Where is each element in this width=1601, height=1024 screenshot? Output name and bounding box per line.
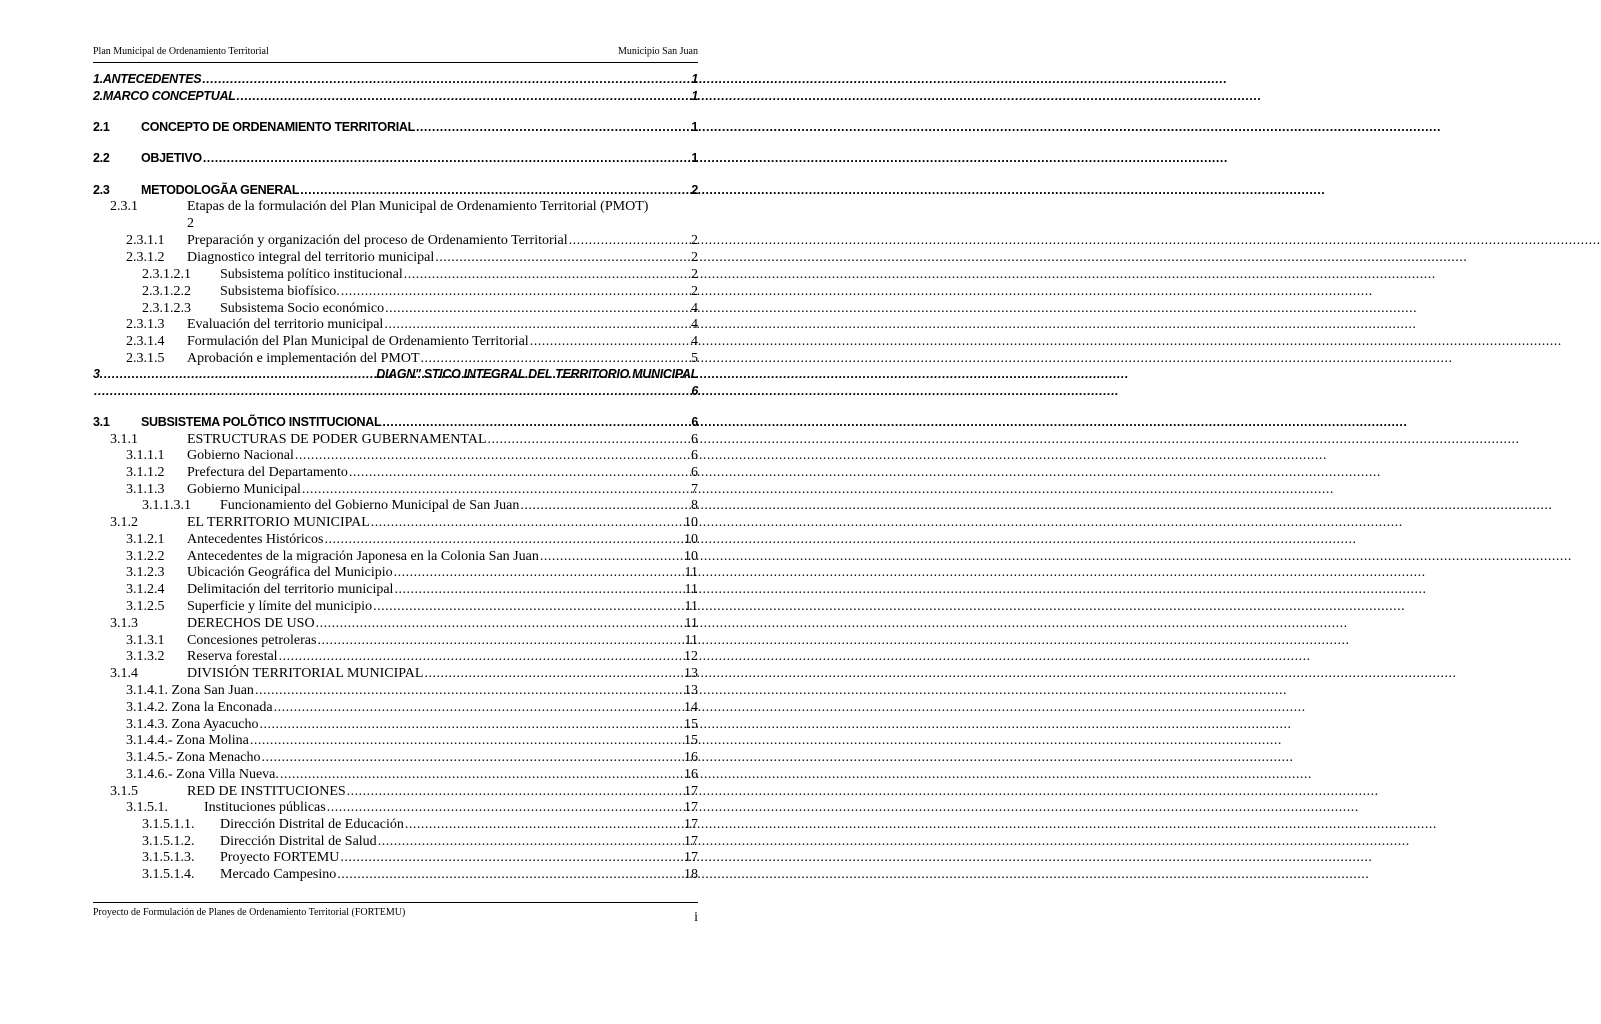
toc-entry-page: 16 (684, 750, 698, 765)
dot-leader (341, 283, 690, 300)
toc-entry-number: 3.1.5.1.2. (142, 834, 195, 849)
dot-leader (405, 816, 683, 833)
toc-entry-title: Evaluación del territorio municipal (187, 317, 384, 332)
footer-divider (93, 902, 698, 903)
toc-entry[interactable] (93, 581, 698, 598)
toc-entry-page: 2 (691, 250, 698, 265)
toc-entry[interactable] (93, 514, 698, 531)
dot-leader (569, 232, 690, 249)
dot-leader (94, 383, 690, 400)
document-page (0, 0, 768, 1024)
toc-entry-page: 2 (691, 284, 698, 299)
toc-entry-page: 10 (684, 515, 698, 530)
toc-entry-page: 7 (691, 482, 698, 497)
toc-entry-number: 3.1.3.1 (126, 633, 165, 648)
toc-entry-number: 3.1.5.1. (126, 800, 168, 815)
toc-entry-page: 11 (684, 582, 698, 597)
toc-entry-page: 17 (684, 817, 698, 832)
toc-entry[interactable] (93, 350, 698, 367)
toc-entry-page: 1 (691, 120, 698, 134)
toc-entry-title: Preparación y organización del proceso de Ordenamiento Territorial (187, 233, 568, 248)
toc-entry-title: Subsistema biofísico. (220, 284, 340, 299)
toc-entry-page: 8 (691, 498, 698, 513)
toc-entry-number: 3.1.3.2 (126, 649, 165, 664)
toc-entry-title: 3.1.4.5.- Zona Menacho (126, 750, 261, 765)
toc-entry-number: 2.3.1.2.1 (142, 267, 191, 282)
dot-leader (255, 682, 683, 699)
dot-leader (340, 849, 683, 866)
toc-entry[interactable] (93, 548, 698, 565)
toc-entry-number: 2.3.1.5 (126, 351, 165, 366)
toc-entry-page: 1 (691, 151, 698, 165)
dot-leader (488, 431, 690, 448)
toc-entry-page: 1 (691, 72, 698, 86)
dot-leader (327, 799, 683, 816)
toc-entry-number: 3.1.2 (110, 515, 138, 530)
toc-entry[interactable] (93, 716, 698, 733)
toc-entry-page: 17 (684, 834, 698, 849)
toc-entry-title: Subsistema político institucional (220, 267, 403, 282)
dot-leader (237, 88, 691, 105)
toc-entry[interactable] (93, 150, 698, 167)
toc-entry-number: 3.1.1.3 (126, 482, 165, 497)
dot-leader (347, 783, 683, 800)
toc-entry-page: 11 (684, 599, 698, 614)
toc-entry-number: 3.1.2.1 (126, 532, 165, 547)
toc-entry[interactable] (93, 232, 698, 249)
toc-entry-page: 5 (691, 351, 698, 366)
toc-entry-title: Delimitación del territorio municipal (187, 582, 394, 597)
toc-entry-page: 17 (684, 784, 698, 799)
toc-entry-page: 16 (684, 767, 698, 782)
toc-entry[interactable] (93, 799, 698, 816)
toc-entry[interactable] (93, 732, 698, 749)
toc-entry-title: Instituciones públicas (204, 800, 326, 815)
toc-entry-title: DIAGN" STICO INTEGRAL DEL TERRITORIO MUNICIPAL (376, 367, 698, 381)
toc-entry-number: 3.1.2.4 (126, 582, 165, 597)
dot-leader (394, 564, 684, 581)
toc-entry[interactable] (93, 531, 698, 548)
dot-leader (316, 615, 684, 632)
dot-leader (404, 266, 690, 283)
toc-entry[interactable] (93, 682, 698, 699)
toc-entry[interactable] (93, 366, 698, 383)
toc-entry[interactable] (93, 497, 698, 514)
toc-entry[interactable] (93, 564, 698, 581)
toc-entry-title: Antecedentes de la migración Japonesa en la Colonia San Juan (187, 549, 539, 564)
toc-entry-title: Superficie y límite del municipio (187, 599, 373, 614)
toc-entry-title: Aprobación e implementación del PMOT (187, 351, 420, 366)
toc-entry-title: 3.1.4.1. Zona San Juan (126, 683, 254, 698)
toc-entry-number: 3.1.5 (110, 784, 138, 799)
toc-entry[interactable] (93, 749, 698, 766)
toc-entry-number: 3.1.1.1 (126, 448, 165, 463)
footer-project: Proyecto de Formulación de Planes de Ordenamiento Territorial (FORTEMU) (93, 907, 406, 918)
toc-entry-number: 3.1.1 (110, 432, 138, 447)
toc-entry-page: 13 (684, 683, 698, 698)
toc-entry-number: 3.1.2.5 (126, 599, 165, 614)
toc-entry[interactable] (93, 447, 698, 464)
toc-entry-title: Diagnostico integral del territorio municipal (187, 250, 435, 265)
toc-entry-number: 2.3.1.4 (126, 334, 165, 349)
header-municipality: Municipio San Juan (618, 46, 698, 57)
toc-entry[interactable] (93, 414, 698, 431)
toc-entry-number: 2.3.1.2.2 (142, 284, 191, 299)
toc-entry-title: 3.1.4.4.- Zona Molina (126, 733, 249, 748)
toc-entry-title: DERECHOS DE USO (187, 616, 315, 631)
toc-entry-title: Ubicación Geográfica del Municipio (187, 565, 393, 580)
dot-leader (416, 119, 690, 136)
toc-entry-title: CONCEPTO DE ORDENAMIENTO TERRITORIAL (141, 120, 415, 134)
toc-entry[interactable] (93, 783, 698, 800)
dot-leader (250, 732, 683, 749)
toc-entry[interactable] (93, 833, 698, 850)
toc-entry-title: Etapas de la formulación del Plan Municipal de Ordenamiento Territorial (PMOT) (187, 199, 649, 214)
toc-entry[interactable] (93, 699, 698, 716)
dot-leader (540, 548, 683, 565)
toc-entry[interactable] (93, 849, 698, 866)
dot-leader (530, 333, 690, 350)
toc-entry[interactable] (93, 300, 698, 317)
toc-entry-number: 3.1.5.1.1. (142, 817, 195, 832)
toc-entry-number: 2.3.1.1 (126, 233, 165, 248)
dot-leader (300, 182, 690, 199)
toc-entry-title: EL TERRITORIO MUNICIPAL (187, 515, 370, 530)
toc-entry-title: 3.1.4.3. Zona Ayacucho (126, 717, 259, 732)
toc-entry-title: Reserva forestal (187, 649, 278, 664)
toc-entry-page: 11 (684, 616, 698, 631)
toc-entry[interactable] (93, 119, 698, 136)
toc-entry[interactable] (93, 766, 698, 783)
dot-leader (280, 766, 683, 783)
toc-entry-page: 4 (691, 301, 698, 316)
toc-entry-number: 2.1 (93, 120, 110, 134)
toc-entry-title: Mercado Campesino (220, 867, 337, 882)
dot-leader (378, 833, 683, 850)
dot-leader (421, 350, 691, 367)
toc-entry[interactable] (93, 464, 698, 481)
toc-entry-title: Gobierno Municipal (187, 482, 301, 497)
toc-entry-continuation (93, 215, 698, 232)
toc-entry-title: ESTRUCTURAS DE PODER GUBERNAMENTAL (187, 432, 487, 447)
toc-entry-page: 6 (691, 415, 698, 429)
dot-leader (202, 71, 690, 88)
toc-entry-page: 10 (684, 532, 698, 547)
toc-entry-title: Dirección Distrital de Educación (220, 817, 404, 832)
toc-entry-page: 6 (691, 432, 698, 447)
toc-entry[interactable] (93, 632, 698, 649)
toc-entry-title: Formulación del Plan Municipal de Ordenamiento Territorial (187, 334, 529, 349)
toc-entry-title: METODOLOGÃA GENERAL (141, 183, 300, 197)
toc-entry-number: 3.1.5.1.3. (142, 850, 195, 865)
toc-entry-number: 2.3.1.2.3 (142, 301, 191, 316)
dot-leader (262, 749, 683, 766)
page-number: i (694, 910, 698, 925)
toc-entry-title: SUBSISTEMA POLÕTICO INSTITUCIONAL (141, 415, 382, 429)
dot-leader (259, 716, 683, 733)
toc-entry-number: 3.1.2.2 (126, 549, 165, 564)
toc-entry[interactable] (93, 333, 698, 350)
toc-entry[interactable] (93, 481, 698, 498)
toc-entry-page: 4 (691, 317, 698, 332)
toc-entry-title: Dirección Distrital de Salud (220, 834, 377, 849)
dot-leader (317, 632, 683, 649)
dot-leader (203, 150, 691, 167)
toc-entry[interactable] (93, 866, 698, 883)
toc-entry-page: 2 (187, 216, 194, 231)
toc-entry-title: 3.1.4.2. Zona la Enconada (126, 700, 273, 715)
toc-entry-title: DIVISIÓN TERRITORIAL MUNICIPAL (187, 666, 424, 681)
toc-entry-title: Antecedentes Históricos (187, 532, 324, 547)
toc-entry[interactable] (93, 182, 698, 199)
toc-entry-number: 2.3.1 (110, 199, 138, 214)
toc-entry-title: 3.1.4.6.- Zona Villa Nueva. (126, 767, 279, 782)
toc-entry-number: 2.3 (93, 183, 110, 197)
dot-leader (302, 481, 690, 498)
toc-entry-page: 15 (684, 717, 698, 732)
toc-entry[interactable] (93, 283, 698, 300)
toc-entry-number: 3. (93, 367, 103, 381)
toc-entry[interactable] (93, 249, 698, 266)
toc-entry-title: RED DE INSTITUCIONES (187, 784, 346, 799)
dot-leader (295, 447, 690, 464)
toc-entry-page: 18 (684, 867, 698, 882)
toc-entry-page: 6 (691, 465, 698, 480)
toc-entry-title: Concesiones petroleras (187, 633, 317, 648)
toc-entry[interactable] (93, 316, 698, 333)
toc-entry[interactable] (93, 648, 698, 665)
toc-entry-page: 1 (691, 89, 698, 103)
toc-entry-title: Proyecto FORTEMU (220, 850, 340, 865)
header-title: Plan Municipal de Ordenamiento Territorial (93, 46, 269, 57)
dot-leader (394, 581, 683, 598)
toc-entry-number: 3.1.5.1.4. (142, 867, 195, 882)
dot-leader (424, 665, 683, 682)
toc-entry-title: Prefectura del Departamento (187, 465, 348, 480)
dot-leader (349, 464, 690, 481)
toc-entry-page: 2 (691, 183, 698, 197)
toc-entry-page: 4 (691, 334, 698, 349)
dot-leader (384, 316, 690, 333)
toc-entry-page: 13 (684, 666, 698, 681)
toc-entry-number: 2.3.1.3 (126, 317, 165, 332)
page-header (93, 46, 698, 57)
toc-entry[interactable] (93, 88, 698, 105)
dot-leader (520, 497, 690, 514)
dot-leader (371, 514, 683, 531)
toc-entry-page: 17 (684, 850, 698, 865)
toc-entry-page: 12 (684, 649, 698, 664)
page-footer (93, 907, 698, 926)
toc-entry-page: 2 (691, 267, 698, 282)
toc-entry-title: 2.MARCO CONCEPTUAL (93, 89, 236, 103)
toc-entry-title: Gobierno Nacional (187, 448, 294, 463)
toc-entry-number: 3.1.2.3 (126, 565, 165, 580)
toc-entry-page: 2 (691, 233, 698, 248)
toc-entry-number: 3.1 (93, 415, 110, 429)
dot-leader (373, 598, 683, 615)
toc-entry-number: 3.1.3 (110, 616, 138, 631)
dot-leader (435, 249, 690, 266)
toc-entry-number: 2.3.1.2 (126, 250, 165, 265)
toc-entry-title: Funcionamiento del Gobierno Municipal de San Juan (220, 498, 520, 513)
toc-entry[interactable] (93, 816, 698, 833)
toc-entry[interactable] (93, 615, 698, 632)
dot-leader (382, 414, 690, 431)
toc-entry[interactable] (93, 665, 698, 682)
toc-entry-number: 3.1.4 (110, 666, 138, 681)
dot-leader (274, 699, 683, 716)
toc-entry[interactable] (93, 71, 698, 88)
dot-leader (337, 866, 683, 883)
toc-entry-page: 17 (684, 800, 698, 815)
toc-entry-number: 3.1.1.3.1 (142, 498, 191, 513)
toc-entry-number: 2.2 (93, 151, 110, 165)
toc-entry-page: 14 (684, 700, 698, 715)
toc-entry-title: 1.ANTECEDENTES (93, 72, 202, 86)
toc-entry-page: 6 (691, 448, 698, 463)
toc-entry-page: 15 (684, 733, 698, 748)
toc-entry-page: 11 (684, 633, 698, 648)
toc-entry-title: OBJETIVO (141, 151, 202, 165)
dot-leader (385, 300, 690, 317)
header-divider (93, 62, 698, 63)
dot-leader (104, 366, 375, 383)
toc-entry-continuation (93, 383, 698, 400)
toc-entry-number: 3.1.1.2 (126, 465, 165, 480)
dot-leader (279, 648, 683, 665)
toc-entry-page: 10 (684, 549, 698, 564)
toc-entry[interactable] (93, 266, 698, 283)
toc-entry-title: Subsistema Socio económico (220, 301, 385, 316)
toc-entry[interactable] (93, 598, 698, 615)
toc-entry[interactable] (93, 198, 698, 215)
toc-entry-page: 11 (684, 565, 698, 580)
toc-entry[interactable] (93, 431, 698, 448)
toc-entry-page: 6 (691, 384, 698, 398)
dot-leader (324, 531, 683, 548)
